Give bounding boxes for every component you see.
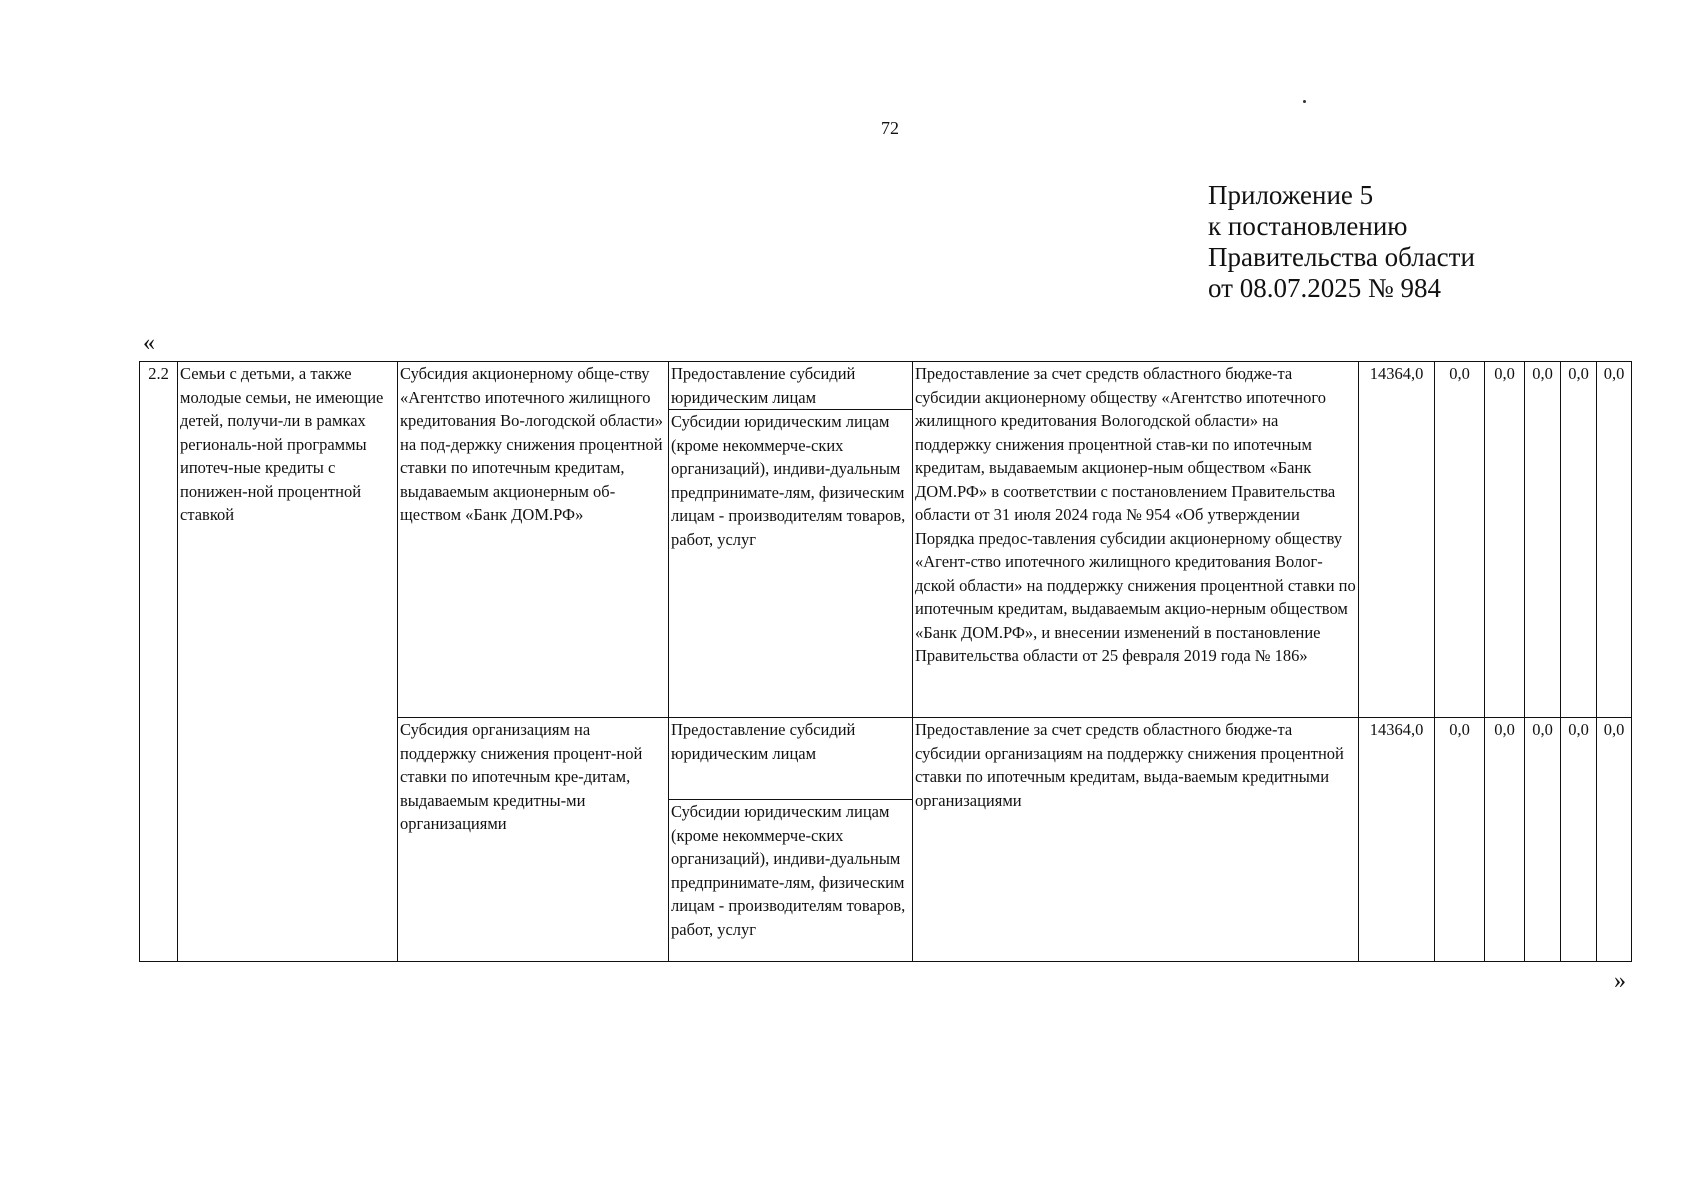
- appendix-header: [1208, 180, 1475, 304]
- amount-cell: 0,0: [1597, 718, 1632, 962]
- amount-cell: 0,0: [1525, 362, 1561, 718]
- amount-cell: 0,0: [1597, 362, 1632, 718]
- amount-cell: 0,0: [1525, 718, 1561, 962]
- page-number: 72: [881, 118, 899, 138]
- amount-cell: 0,0: [1485, 362, 1525, 718]
- table-row: [140, 362, 1632, 410]
- subsidy-name-cell: Субсидия акционерному обще-ству «Агентство ипотечного жилищного кредитования Во-логодской области» на под-держку снижения процентной ставки по ипотечным кредитам, выдаваемым акционерным об-ществом «Банк ДОМ.РФ»: [398, 362, 669, 718]
- program-table: [139, 361, 1632, 962]
- amount-cell: 0,0: [1561, 718, 1597, 962]
- appendix-line-4: от 08.07.2025 № 984: [1208, 273, 1441, 303]
- recipients-cell: Субсидии юридическим лицам (кроме некоммерче-ских организаций), индиви-дуальным предпринимате-лям, физическим лицам - производителям товаров, работ, услуг: [669, 410, 913, 718]
- scan-speck: [1303, 100, 1306, 103]
- form-cell: Предоставление субсидий юридическим лицам: [669, 362, 913, 410]
- opening-quote: «: [143, 330, 155, 356]
- amount-cell: 0,0: [1561, 362, 1597, 718]
- closing-quote: »: [1614, 968, 1626, 994]
- appendix-line-3: Правительства области: [1208, 242, 1475, 272]
- amount-cell: 0,0: [1485, 718, 1525, 962]
- form-cell: Предоставление субсидий юридическим лицам: [669, 718, 913, 800]
- amount-cell: 14364,0: [1359, 362, 1435, 718]
- appendix-line-2: к постановлению: [1208, 211, 1408, 241]
- amount-cell: 0,0: [1435, 362, 1485, 718]
- row-number: 2.2: [140, 362, 178, 962]
- description-cell: Предоставление за счет средств областного бюдже-та субсидии организациям на поддержку снижения процентной ставки по ипотечным кредитам, выда-ваемым кредитными организациями: [913, 718, 1359, 962]
- recipients-cell: Субсидии юридическим лицам (кроме некоммерче-ских организаций), индиви-дуальным предпринимате-лям, физическим лицам - производителям товаров, работ, услуг: [669, 800, 913, 962]
- target-group-cell: Семьи с детьми, а также молодые семьи, не имеющие детей, получи-ли в рамках региональ-ной программы ипотеч-ные кредиты с понижен-ной процентной ставкой: [178, 362, 398, 962]
- amount-cell: 14364,0: [1359, 718, 1435, 962]
- amount-cell: 0,0: [1435, 718, 1485, 962]
- appendix-line-1: Приложение 5: [1208, 180, 1374, 210]
- description-cell: Предоставление за счет средств областного бюдже-та субсидии акционерному обществу «Агентство ипотечного жилищного кредитования Вологодской области» на поддержку снижения процентной став-ки по ипотечным кредитам, выдаваемым акционер-ным обществом «Банк ДОМ.РФ» в соответствии с постановлением Правительства области от 31 июля 2024 года № 954 «Об утверждении Порядка предос-тавления субсидии акционерному обществу «Агент-ство ипотечного жилищного кредитования Волог-дской области» на поддержку снижения процентной ставки по ипотечным кредитам, выдаваемым акцио-нерным обществом «Банк ДОМ.РФ», и внесении изменений в постановление Правительства области от 25 февраля 2019 года № 186»: [913, 362, 1359, 718]
- subsidy-name-cell: Субсидия организациям на поддержку снижения процент-ной ставки по ипотечным кре-дитам, выдаваемым кредитны-ми организациями: [398, 718, 669, 962]
